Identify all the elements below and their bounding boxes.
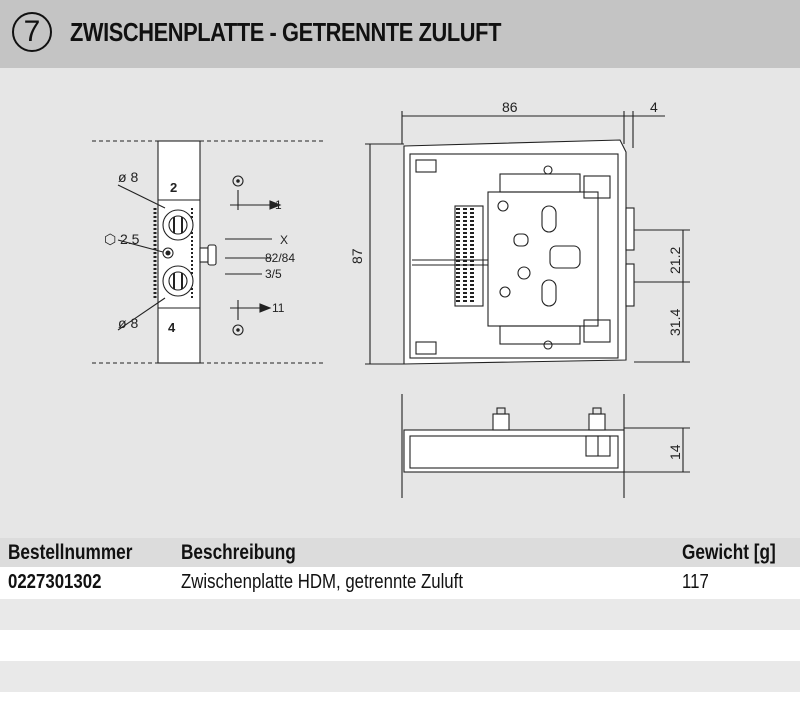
bottom-view-drawing: [402, 394, 690, 498]
cell-weight: 117: [682, 571, 709, 593]
label-conn-1: 1: [275, 198, 282, 212]
label-dia-bottom: ø 8: [118, 315, 139, 331]
technical-drawing: [0, 68, 800, 538]
table-row-empty: [0, 599, 800, 630]
cell-order-number: 0227301302: [8, 571, 102, 593]
section-header: [0, 0, 800, 68]
dim-height: 87: [349, 248, 365, 264]
table-row-empty: [0, 692, 800, 723]
label-conn-x: X: [280, 233, 289, 247]
order-table: [0, 538, 800, 719]
front-view-drawing: [365, 111, 690, 364]
label-conn-82-84: 82/84: [265, 251, 296, 265]
dim-port-offset: 31.4: [667, 308, 683, 336]
table-header-row: [0, 538, 800, 567]
section-title: ZWISCHENPLATTE - GETRENNTE ZULUFT: [70, 17, 501, 47]
label-dia-top: ø 8: [118, 169, 139, 185]
col-header-beschreibung: Beschreibung: [181, 541, 296, 564]
table-row-empty: [0, 630, 800, 661]
dim-thickness: 14: [667, 444, 683, 460]
section-number: 7: [12, 12, 52, 52]
table-row-empty: [0, 661, 800, 692]
label-num-2: 2: [170, 180, 178, 195]
table-row: [0, 567, 800, 599]
dim-width: 86: [502, 99, 518, 115]
label-num-4: 4: [168, 320, 176, 335]
col-header-bestellnummer: Bestellnummer: [8, 541, 133, 564]
dim-port-spacing: 21.2: [667, 246, 683, 274]
label-conn-11: 11: [272, 301, 285, 315]
label-conn-3-5: 3/5: [265, 267, 282, 281]
col-header-gewicht: Gewicht [g]: [682, 541, 776, 564]
drawing-svg: [0, 68, 800, 538]
cell-description: Zwischenplatte HDM, getrennte Zuluft: [181, 571, 463, 593]
label-hex: 2.5: [120, 231, 140, 247]
dim-offset: 4: [650, 99, 658, 115]
hex-icon: ⬡: [104, 231, 117, 247]
